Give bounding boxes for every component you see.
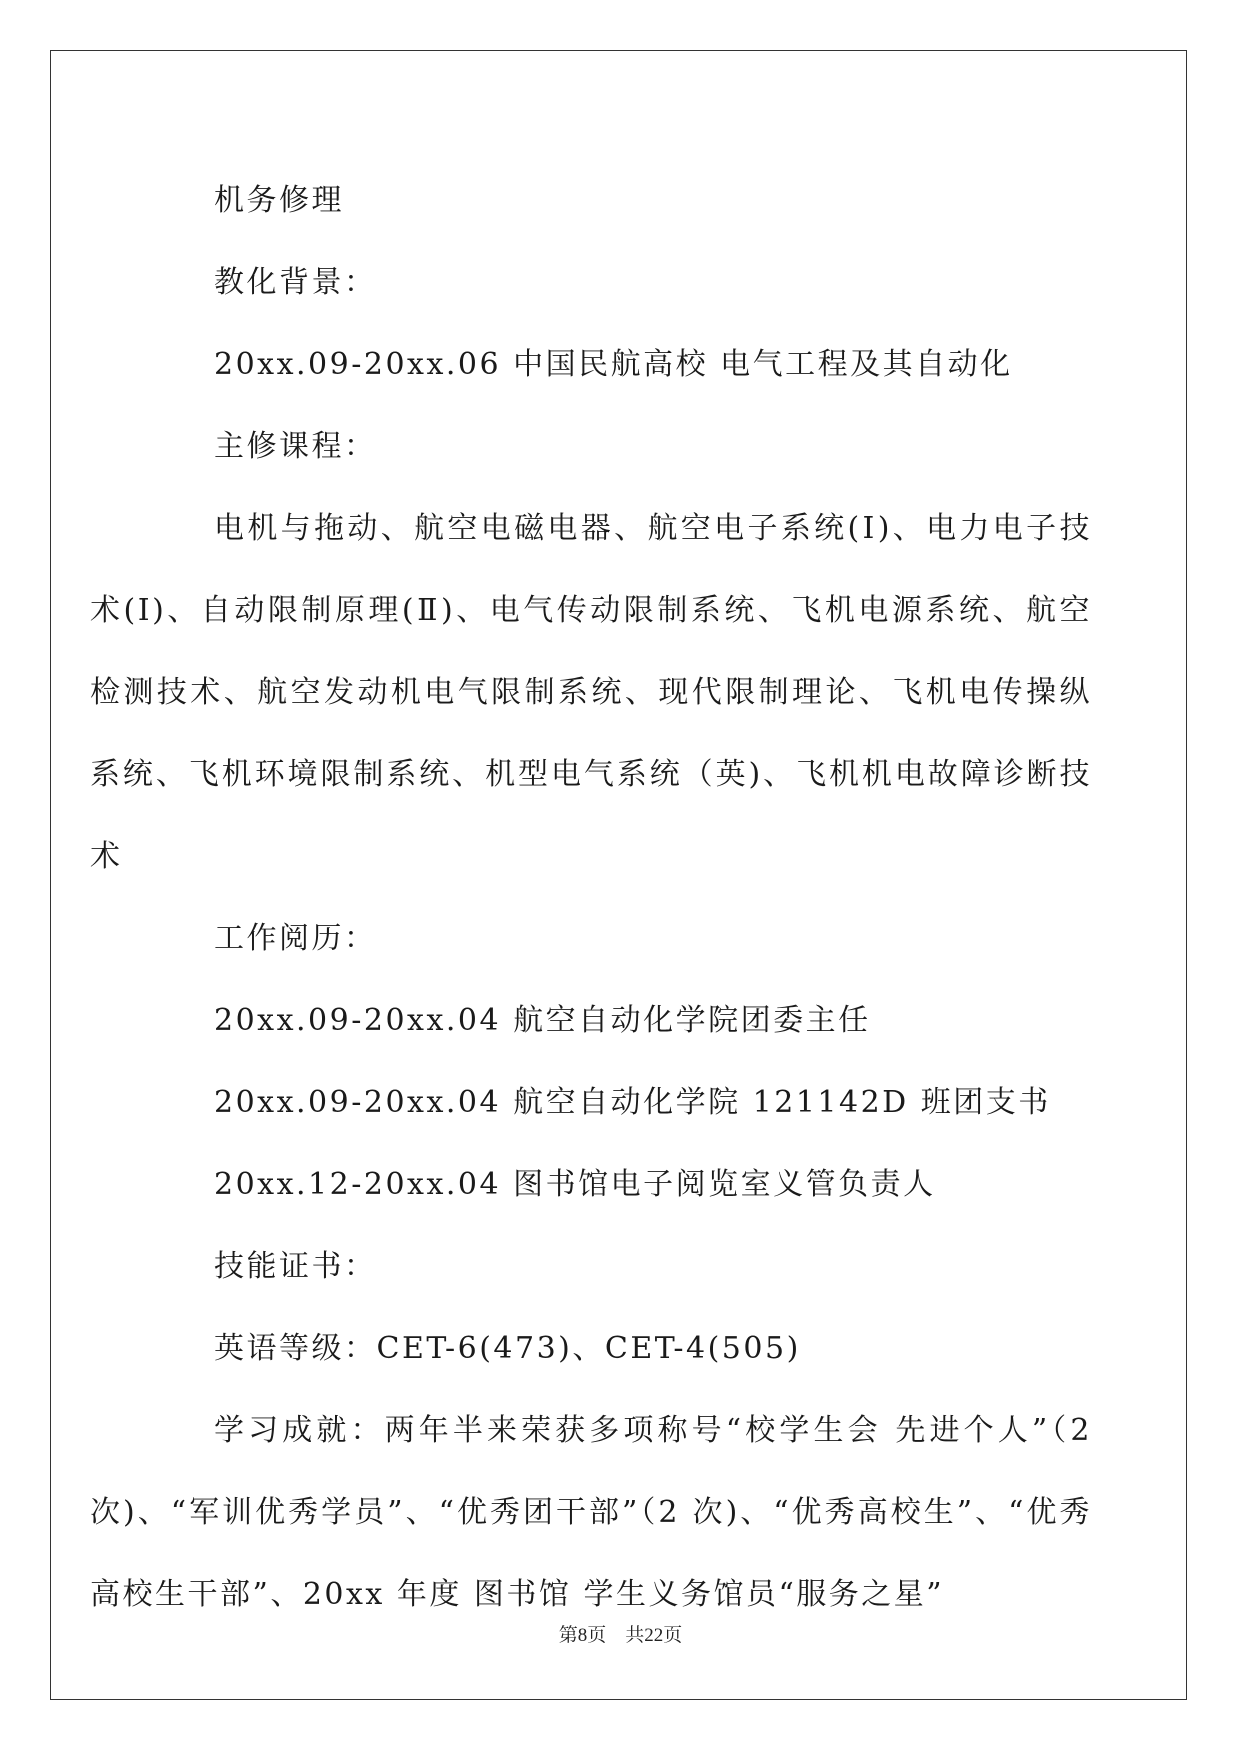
heading-certificates: 技能证书： <box>214 1249 377 1284</box>
experience-entry: 20xx.12-20xx.04 图书馆电子阅览室义管负责人 <box>214 1167 936 1202</box>
achievements-paragraph: 学习成就：两年半来荣获多项称号“校学生会 先进个人”（2 次)、“军训优秀学员”、“优秀团干部”（2 次)、“优秀高校生”、“优秀高校生干部”、20xx 年度 图书馆 学生义务馆员“服务之星” <box>90 1413 1092 1612</box>
footer-page-number: 8 <box>577 1625 588 1646</box>
experience-entry: 20xx.09-20xx.04 航空自动化学院团委主任 <box>214 1003 871 1038</box>
heading-courses: 主修课程： <box>214 429 377 464</box>
experience-entry: 20xx.09-20xx.04 航空自动化学院 121142D 班团支书 <box>214 1085 1051 1120</box>
courses-list: 电机与拖动、航空电磁电器、航空电子系统(Ⅰ)、电力电子技术(I)、自动限制原理(Ⅱ)、电气传动限制系统、飞机电源系统、航空检测技术、航空发动机电气限制系统、现代限制理论、飞机电传操纵系统、飞机环境限制系统、机型电气系统（英)、飞机机电故障诊断技术 <box>90 511 1092 874</box>
paragraph-job-title: 机务修理 <box>214 183 344 218</box>
page-footer <box>0 1620 1241 1647</box>
document-body <box>90 160 1092 1636</box>
footer-prefix: 第 <box>558 1625 578 1646</box>
certificate-english: 英语等级：CET-6(473)、CET-4(505) <box>214 1331 801 1366</box>
footer-total-pages: 22 <box>644 1625 664 1646</box>
heading-education: 教化背景： <box>214 265 377 300</box>
heading-experience: 工作阅历： <box>214 921 377 956</box>
footer-middle: 页 共 <box>587 1625 645 1646</box>
footer-suffix: 页 <box>663 1625 683 1646</box>
education-entry: 20xx.09-20xx.06 中国民航高校 电气工程及其自动化 <box>214 347 1013 382</box>
